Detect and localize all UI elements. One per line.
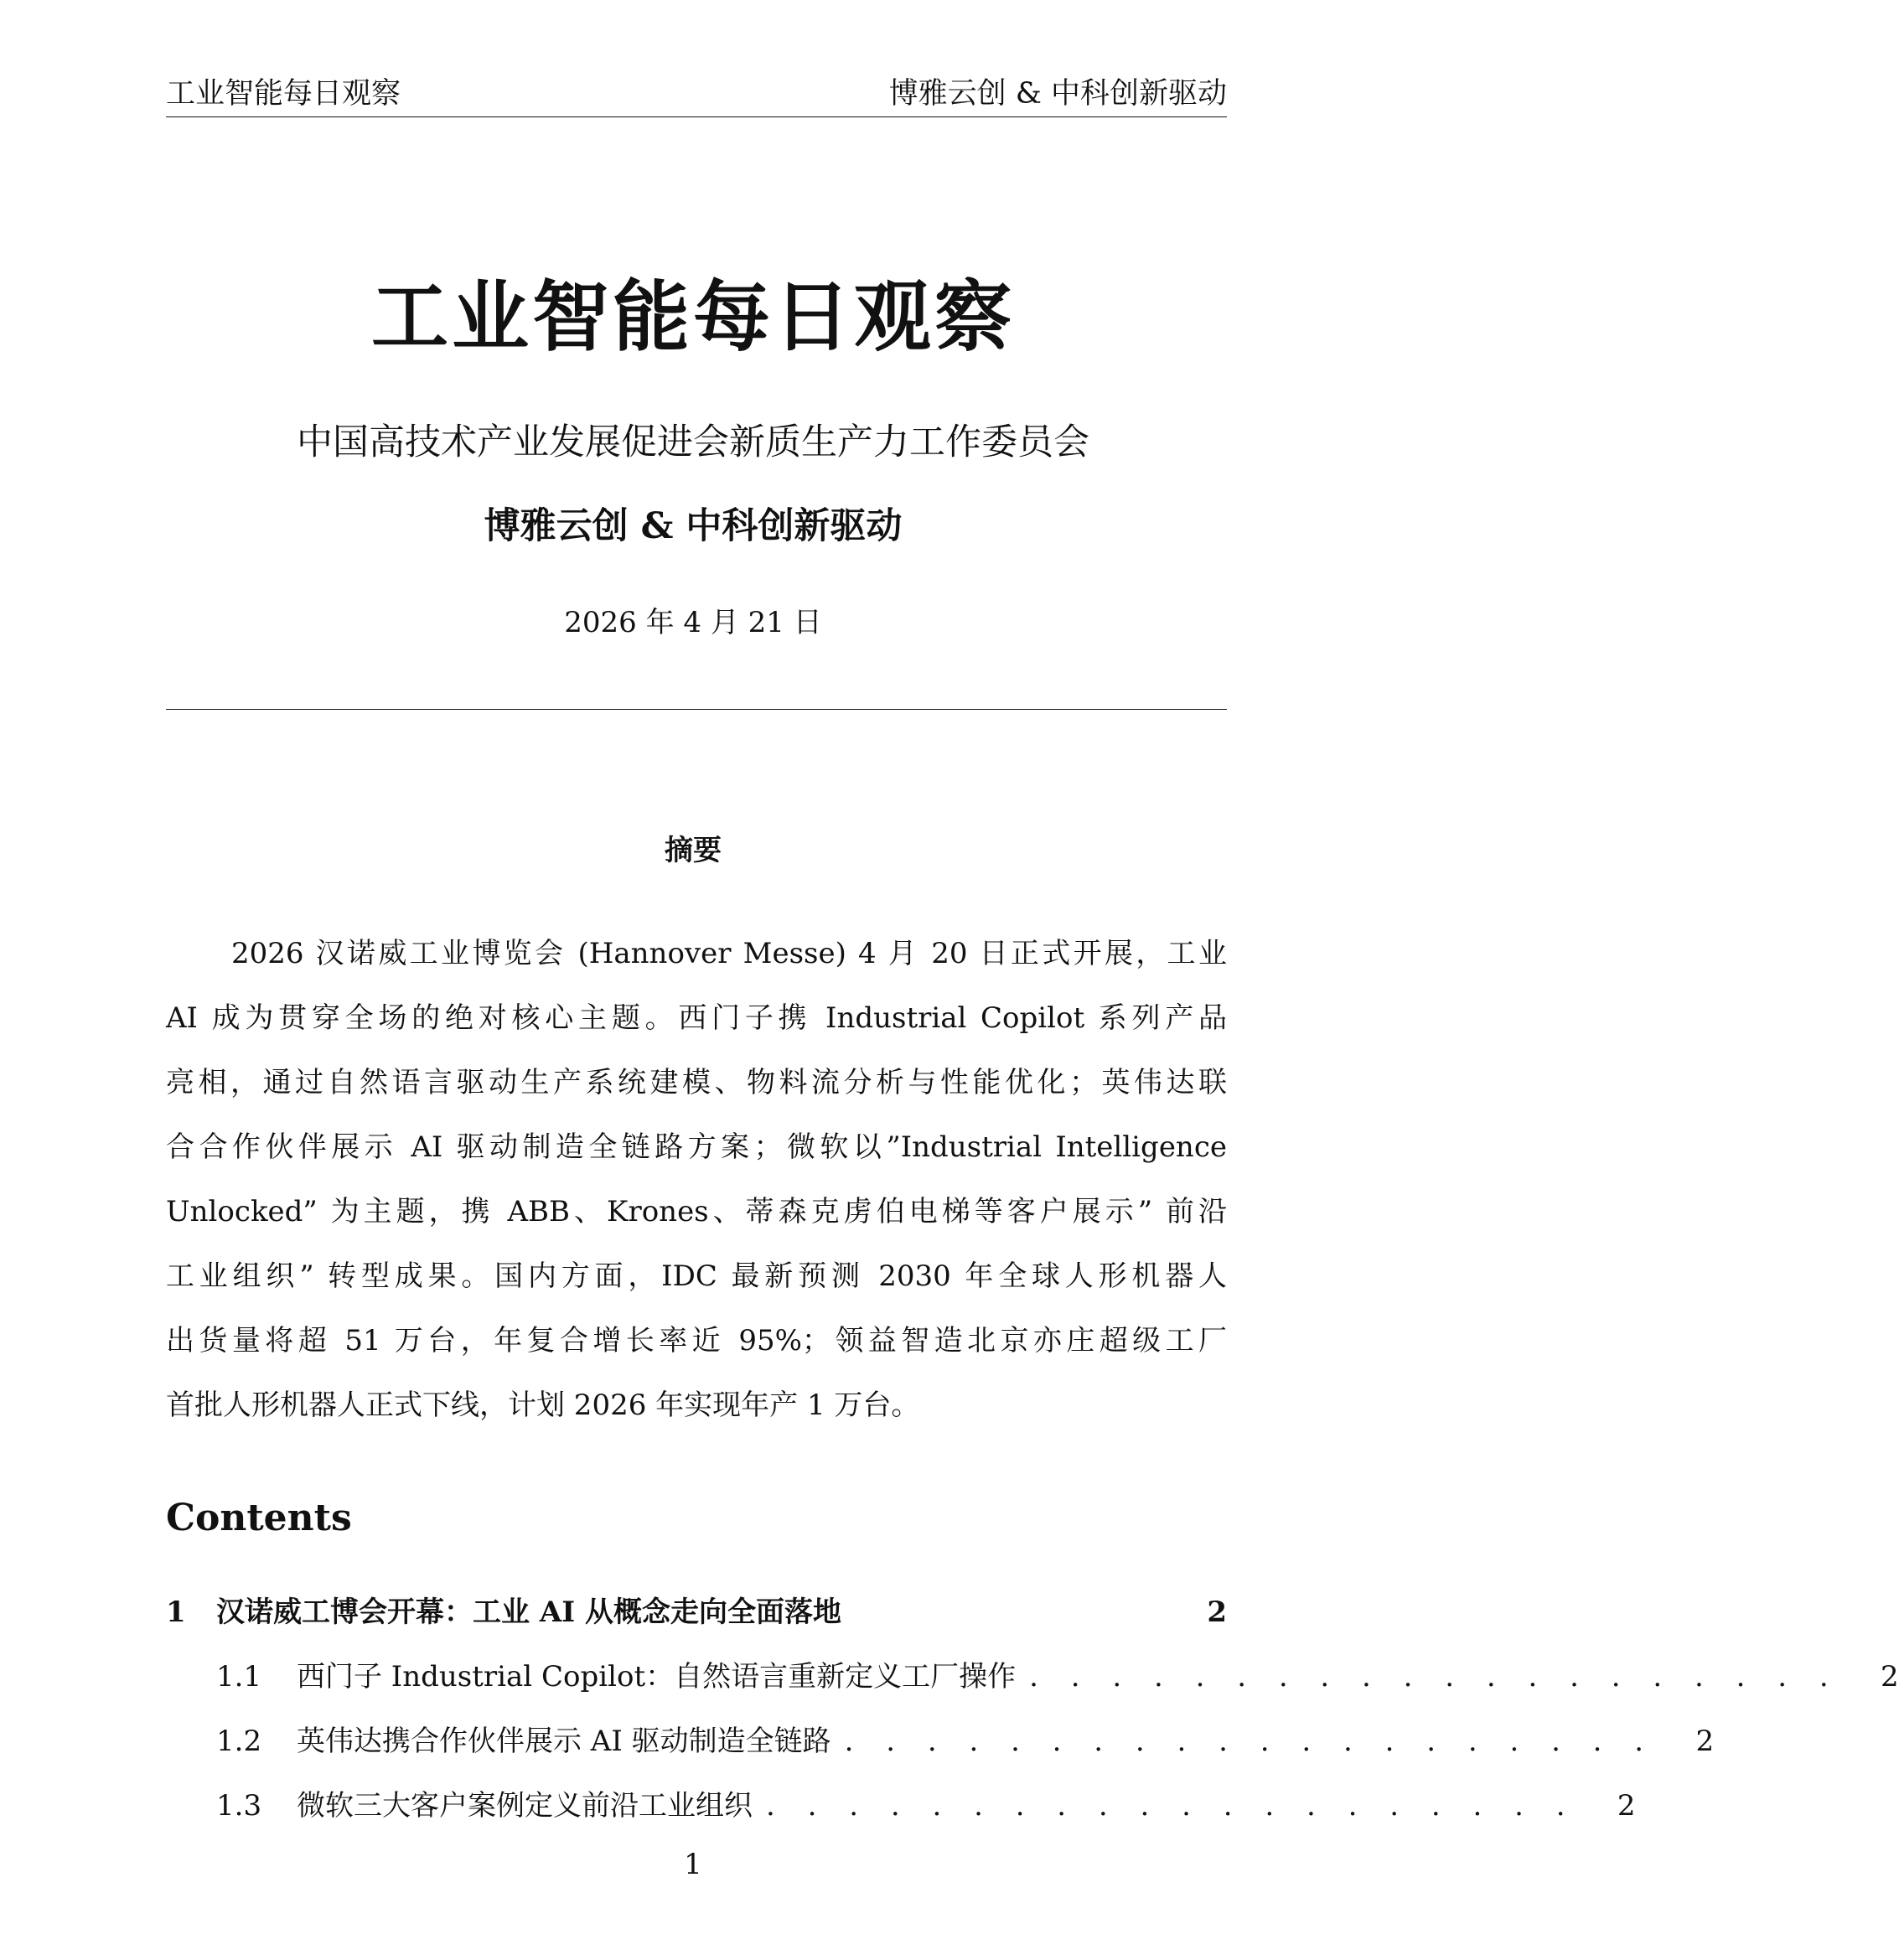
- toc-page[interactable]: 2: [1695, 1725, 1715, 1758]
- toc-leader: . . . . . . . . . . . . . . . . . . . .: [1029, 1660, 1840, 1694]
- title-divider: [166, 709, 1227, 710]
- toc-page[interactable]: 2: [1617, 1789, 1636, 1823]
- toc-entry-1[interactable]: [166, 1588, 1227, 1652]
- toc-entry-1-1[interactable]: [166, 1652, 1899, 1717]
- toc-number: 1.1: [216, 1660, 262, 1694]
- abstract-paragraph: [166, 922, 1227, 1438]
- toc-label[interactable]: 英伟达携合作伙伴展示 AI 驱动制造全链路: [297, 1725, 831, 1758]
- abstract-line: 合合作伙伴展示 AI 驱动制造全链路方案；微软以”Industrial Intelligence: [166, 1130, 1227, 1164]
- toc-number: 1.3: [216, 1789, 262, 1823]
- toc-leader: . . . . . . . . . . . . . . . . . . . .: [844, 1725, 1656, 1758]
- toc-entry-1-3[interactable]: [166, 1782, 1636, 1846]
- toc-page[interactable]: 2: [1880, 1660, 1899, 1694]
- table-of-contents: [166, 1588, 1899, 1846]
- header-left-title: 工业智能每日观察: [166, 77, 401, 111]
- toc-label[interactable]: 微软三大客户案例定义前沿工业组织: [297, 1789, 753, 1823]
- running-header: [166, 74, 1227, 117]
- toc-number: 1.2: [216, 1725, 262, 1758]
- toc-label[interactable]: 西门子 Industrial Copilot：自然语言重新定义工厂操作: [297, 1660, 1017, 1694]
- abstract-line: 出货量将超 51 万台，年复合增长率近 95%；领益智造北京亦庄超级工厂: [166, 1324, 1227, 1358]
- abstract-line: 亮相，通过自然语言驱动生产系统建模、物料流分析与性能优化；英伟达联: [166, 1066, 1227, 1099]
- toc-number: 1: [166, 1595, 186, 1629]
- abstract-line: 2026 汉诺威工业博览会 (Hannover Messe) 4 月 20 日正式开展，工业: [231, 937, 1227, 970]
- organization-name: 中国高技术产业发展促进会新质生产力工作委员会: [297, 421, 1089, 463]
- page-number: 1: [684, 1848, 702, 1881]
- publication-date: 2026 年 4 月 21 日: [564, 606, 822, 639]
- toc-label[interactable]: 汉诺威工博会开幕：工业 AI 从概念走向全面落地: [216, 1595, 841, 1629]
- abstract-line: 工业组织” 转型成果。国内方面，IDC 最新预测 2030 年全球人形机器人: [166, 1259, 1227, 1293]
- abstract-line: 首批人形机器人正式下线，计划 2026 年实现年产 1 万台。: [166, 1389, 920, 1422]
- abstract-line: AI 成为贯穿全场的绝对核心主题。西门子携 Industrial Copilot 系列产品: [166, 1001, 1227, 1035]
- toc-entry-1-2[interactable]: [166, 1717, 1715, 1782]
- toc-leader: . . . . . . . . . . . . . . . . . . . .: [766, 1789, 1577, 1823]
- toc-page[interactable]: 2: [1207, 1595, 1227, 1629]
- abstract-body: [166, 922, 1227, 1438]
- document-title: 工业智能每日观察: [370, 272, 1015, 362]
- abstract-line: Unlocked” 为主题，携 ABB、Krones、蒂森克虏伯电梯等客户展示” 前沿: [166, 1195, 1227, 1228]
- contents-heading: Contents: [166, 1497, 352, 1539]
- abstract-heading: 摘要: [665, 834, 722, 867]
- header-right-brand: 博雅云创 & 中科创新驱动: [888, 77, 1227, 111]
- brand-name: 博雅云创 & 中科创新驱动: [484, 505, 903, 547]
